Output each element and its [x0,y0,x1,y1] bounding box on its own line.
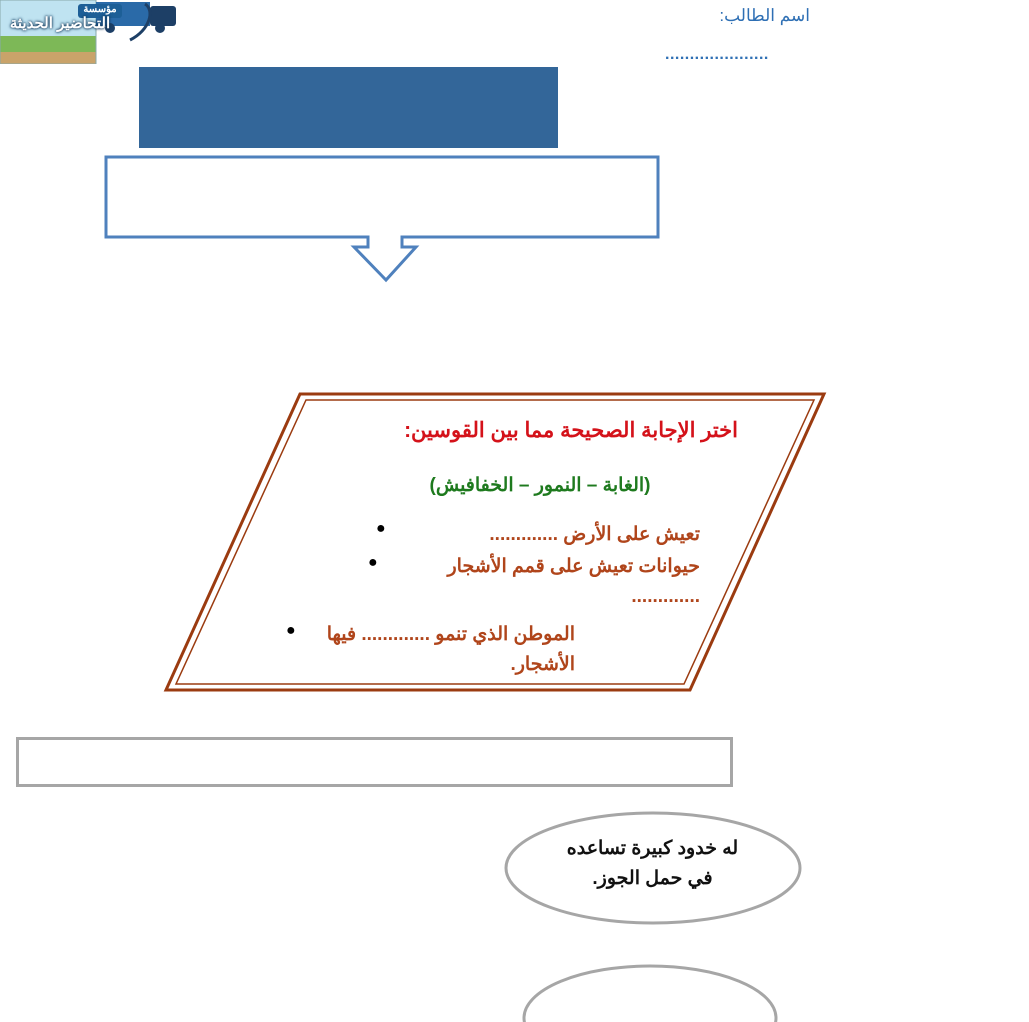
question-2: حيوانات تعيش على قمم الأشجار ............. [447,556,700,607]
clue-ellipse-2 [520,962,780,1022]
exercise-title: اختر الإجابة الصحيحة مما بين القوسين: [404,419,738,442]
logo-text: التحاضير الحديثة [9,15,111,32]
bullet-icon: ● [376,520,386,537]
down-arrow-callout-icon [100,150,670,290]
question-1: تعيش على الأرض ............. [489,524,700,545]
title-banner [139,67,558,148]
student-name-label: اسم الطالب: [719,6,810,25]
bullet-icon: ● [286,622,296,639]
exercise-choices: (الغابة – النمور – الخفافيش) [429,475,651,496]
question-3: الموطن الذي تنمو ............. فيها الأشجار. [326,624,575,675]
clue-text: له خدود كبيرة تساعده في حمل الجوز. [566,838,739,889]
logo-subtitle: مؤسسة [78,4,122,18]
bullet-icon: ● [368,554,378,571]
student-name-field[interactable]: ..................... [665,46,769,63]
answer-box[interactable] [16,737,733,787]
